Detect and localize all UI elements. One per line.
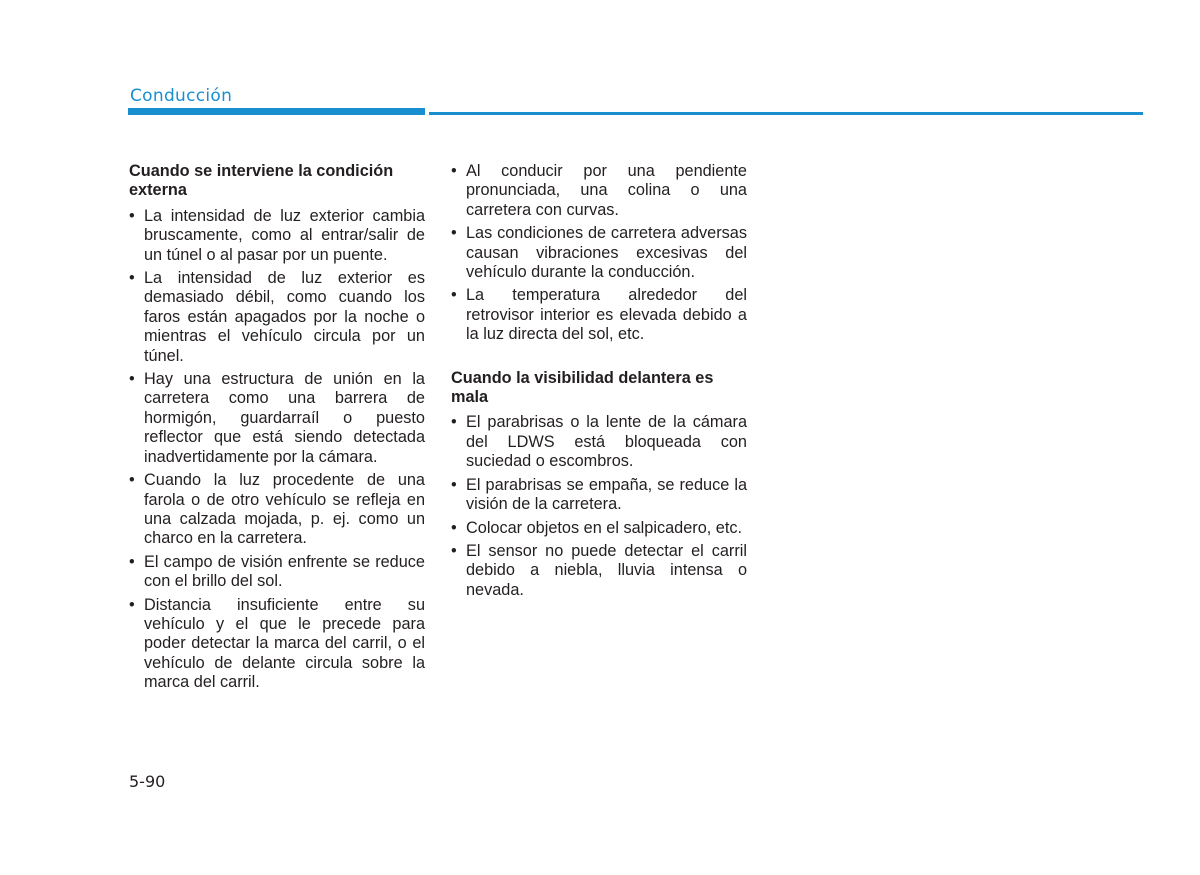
list-item: • El campo de visión enfrente se reduce con el brillo del sol. xyxy=(129,553,425,592)
list-item: • El parabrisas se empaña, se reduce la visión de la carretera. xyxy=(451,476,747,515)
header-rule-thick xyxy=(128,108,425,115)
list-item: • El sensor no puede detectar el carril debido a niebla, lluvia intensa o nevada. xyxy=(451,542,747,600)
left-column xyxy=(129,162,425,697)
list-item: • La temperatura alrededor del retrovisor interior es elevada debido a la luz directa del sol, etc. xyxy=(451,286,747,344)
column-spacer xyxy=(451,349,747,369)
list-item: • La intensidad de luz exterior es demasiado débil, como cuando los faros están apagados por la noche o mientras el vehículo circula por un túnel. xyxy=(129,269,425,366)
list-item: • Colocar objetos en el salpicadero, etc. xyxy=(451,519,747,538)
list-item: • Hay una estructura de unión en la carretera como una barrera de hormigón, guardarraíl o puesto reflector que está siendo detectada inadvertidamente por la cámara. xyxy=(129,370,425,467)
page-number: 5-90 xyxy=(129,772,166,791)
header-rule-thin xyxy=(429,112,1143,115)
list-item: • Cuando la luz procedente de una farola o de otro vehículo se refleja en una calzada mojada, p. ej. como un charco en la carretera. xyxy=(129,471,425,549)
right-column-heading: Cuando la visibilidad delantera es mala xyxy=(451,368,714,407)
left-bullet-list xyxy=(129,207,425,693)
left-column-heading: Cuando se interviene la condición externa xyxy=(129,162,394,200)
list-item: • El parabrisas o la lente de la cámara del LDWS está bloqueada con suciedad o escombros. xyxy=(451,413,747,471)
right-bullet-list-top xyxy=(451,162,747,345)
list-item: • Al conducir por una pendiente pronunciada, una colina o una carretera con curvas. xyxy=(451,162,747,220)
section-title: Conducción xyxy=(130,86,233,106)
list-item: • Distancia insuficiente entre su vehículo y el que le precede para poder detectar la marca del carril, o el vehículo de delante circula sobre la marca del carril. xyxy=(129,596,425,693)
right-bullet-list-bottom xyxy=(451,413,747,600)
right-column xyxy=(451,162,747,604)
list-item: • Las condiciones de carretera adversas causan vibraciones excesivas del vehículo durante la conducción. xyxy=(451,224,747,282)
list-item: • La intensidad de luz exterior cambia bruscamente, como al entrar/salir de un túnel o al pasar por un puente. xyxy=(129,207,425,265)
